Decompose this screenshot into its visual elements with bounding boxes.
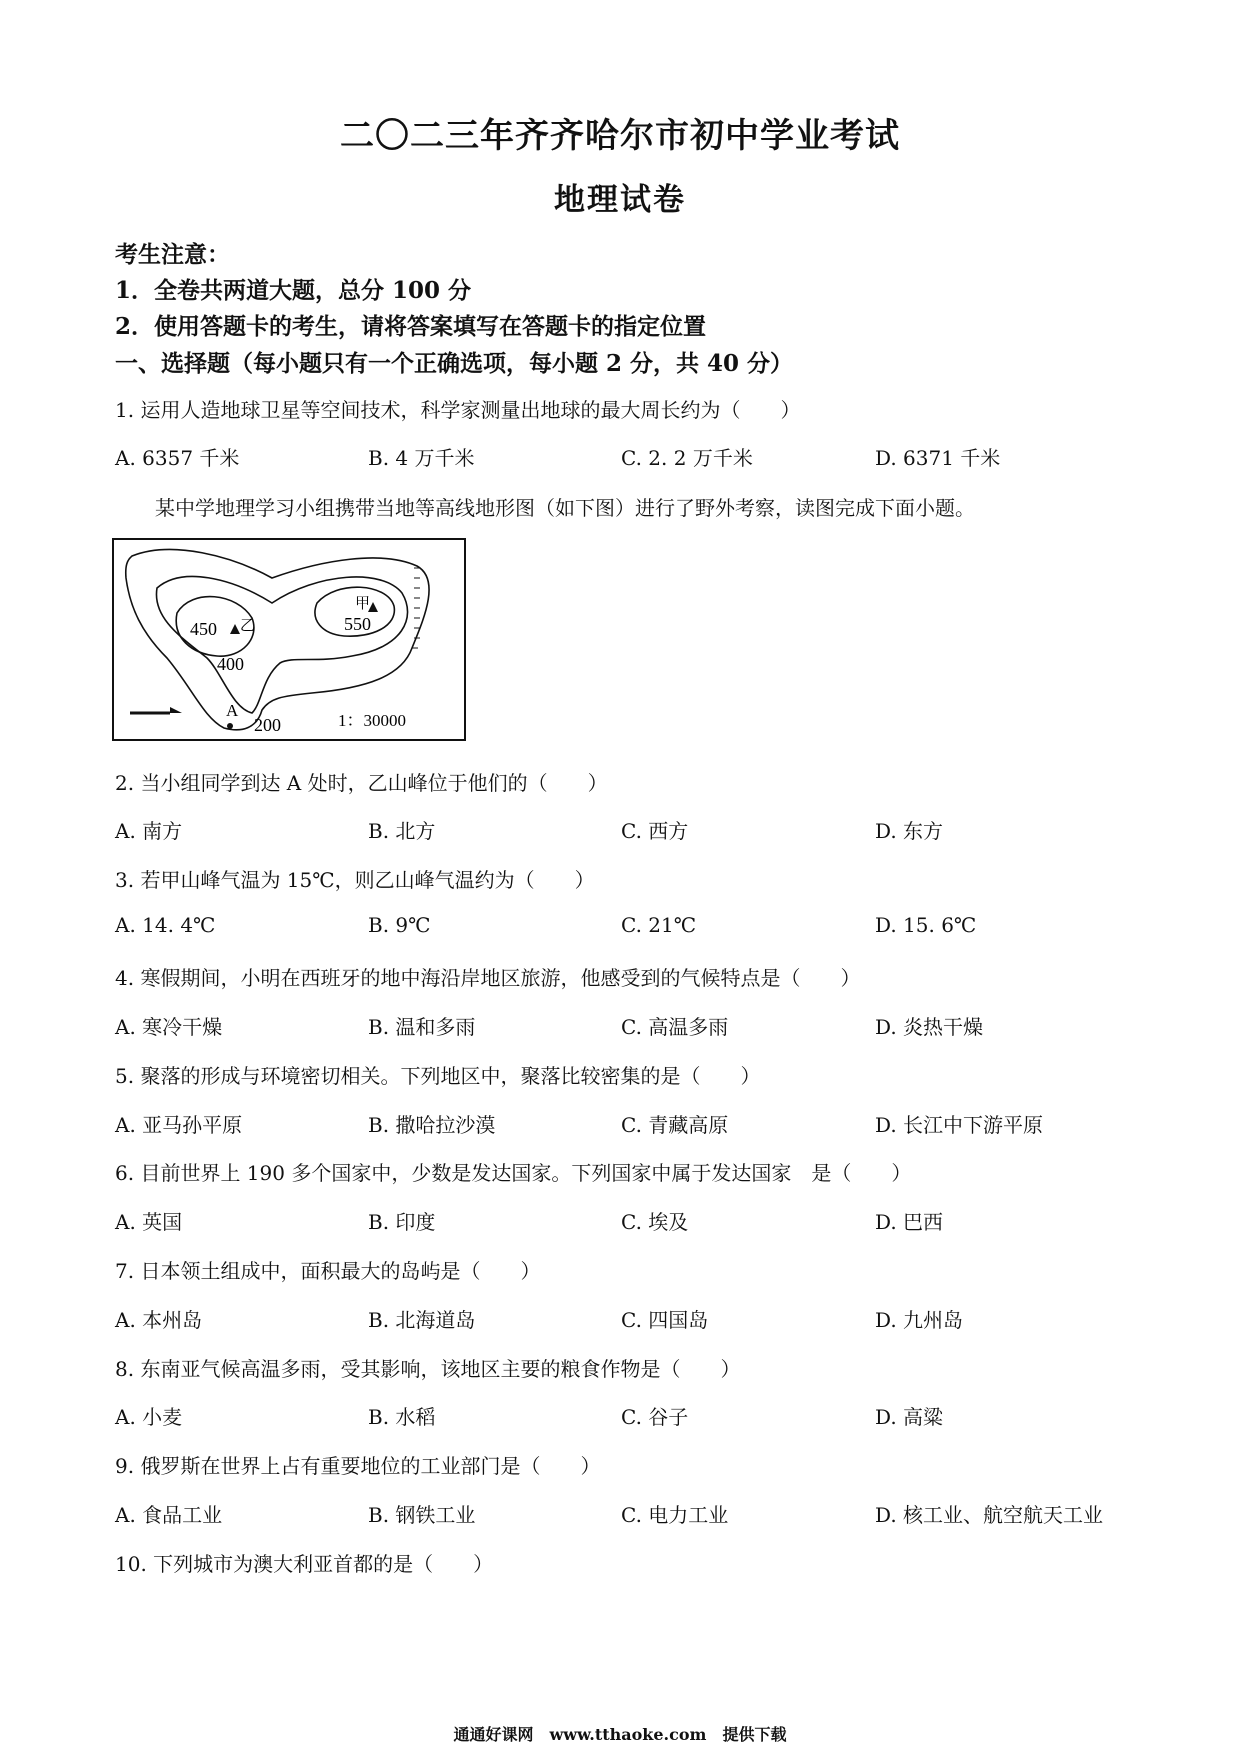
contour-label-550: 550 [344,614,371,634]
point-a-label: A [226,701,239,720]
option-d: D. 6371 千米 [875,446,1001,470]
option-c: C. 2. 2 万千米 [621,446,753,470]
option-c: C. 青藏高原 [621,1113,729,1137]
point-a-marker [227,723,233,729]
page-title: 二〇二三年齐齐哈尔市初中学业考试 [340,116,900,156]
map-scale: 1：30000 [338,711,406,730]
option-b: B. 9℃ [368,913,431,937]
option-b: B. 温和多雨 [368,1015,476,1039]
option-b: B. 钢铁工业 [368,1503,476,1527]
section-heading: 一、选择题（每小题只有一个正确选项，每小题 2 分，共 40 分） [115,350,794,377]
question-stem: 6. 目前世界上 190 多个国家中，少数是发达国家。下列国家中属于发达国家 是（ ） [115,1161,912,1185]
option-d: D. 九州岛 [875,1308,964,1332]
contour-label-400: 400 [217,654,244,674]
option-d: D. 高粱 [875,1405,944,1429]
option-a: A. 英国 [115,1210,183,1234]
intro-text: 某中学地理学习小组携带当地等高线地形图（如下图）进行了野外考察，读图完成下面小题。 [155,496,975,520]
option-b: B. 4 万千米 [368,446,475,470]
peak-yi-label: 乙 [240,618,256,634]
question-stem: 9. 俄罗斯在世界上占有重要地位的工业部门是（ ） [115,1454,601,1478]
question-stem: 7. 日本领土组成中，面积最大的岛屿是（ ） [115,1259,541,1283]
option-d: D. 核工业、航空航天工业 [875,1503,1104,1527]
option-d: D. 东方 [875,819,944,843]
notice-item-1: 1．全卷共两道大题，总分 100 分 [115,277,472,304]
notice-heading: 考生注意： [115,241,230,268]
option-c: C. 埃及 [621,1210,689,1234]
question-stem: 3. 若甲山峰气温为 15℃，则乙山峰气温约为（ ） [115,868,595,892]
question-stem: 4. 寒假期间，小明在西班牙的地中海沿岸地区旅游，他感受到的气候特点是（ ） [115,966,861,990]
option-c: C. 西方 [621,819,689,843]
notice-item-2: 2．使用答题卡的考生，请将答案填写在答题卡的指定位置 [115,313,707,340]
option-d: D. 长江中下游平原 [875,1113,1044,1137]
option-a: A. 寒冷干燥 [115,1015,223,1039]
option-a: A. 食品工业 [115,1503,223,1527]
option-a: A. 亚马孙平原 [115,1113,243,1137]
option-c: C. 高温多雨 [621,1015,729,1039]
contour-map [112,538,466,741]
question-stem: 8. 东南亚气候高温多雨，受其影响，该地区主要的粮食作物是（ ） [115,1357,741,1381]
option-c: C. 电力工业 [621,1503,729,1527]
option-c: C. 谷子 [621,1405,689,1429]
option-c: C. 四国岛 [621,1308,709,1332]
option-b: B. 水稻 [368,1405,436,1429]
contour-label-450: 450 [190,619,217,639]
option-a: A. 小麦 [115,1405,183,1429]
option-a: A. 6357 千米 [115,446,240,470]
question-stem: 5. 聚落的形成与环境密切相关。下列地区中，聚落比较密集的是（ ） [115,1064,761,1088]
question-stem: 1. 运用人造地球卫星等空间技术，科学家测量出地球的最大周长约为（ ） [115,398,801,422]
option-c: C. 21℃ [621,913,697,937]
option-a: A. 南方 [115,819,183,843]
option-b: B. 北方 [368,819,436,843]
question-stem: 2. 当小组同学到达 A 处时，乙山峰位于他们的（ ） [115,771,608,795]
question-stem: 10. 下列城市为澳大利亚首都的是（ ） [115,1552,494,1576]
option-b: B. 撒哈拉沙漠 [368,1113,496,1137]
option-a: A. 本州岛 [115,1308,203,1332]
option-d: D. 15. 6℃ [875,913,977,937]
peak-jia-label: 甲 [355,596,371,612]
option-d: D. 炎热干燥 [875,1015,984,1039]
option-a: A. 14. 4℃ [115,913,216,937]
option-d: D. 巴西 [875,1210,944,1234]
option-b: B. 北海道岛 [368,1308,476,1332]
page-subtitle: 地理试卷 [554,182,686,218]
option-b: B. 印度 [368,1210,436,1234]
page-footer: 通通好课网 www.tthaoke.com 提供下载 [453,1725,787,1744]
contour-label-200: 200 [254,715,281,735]
